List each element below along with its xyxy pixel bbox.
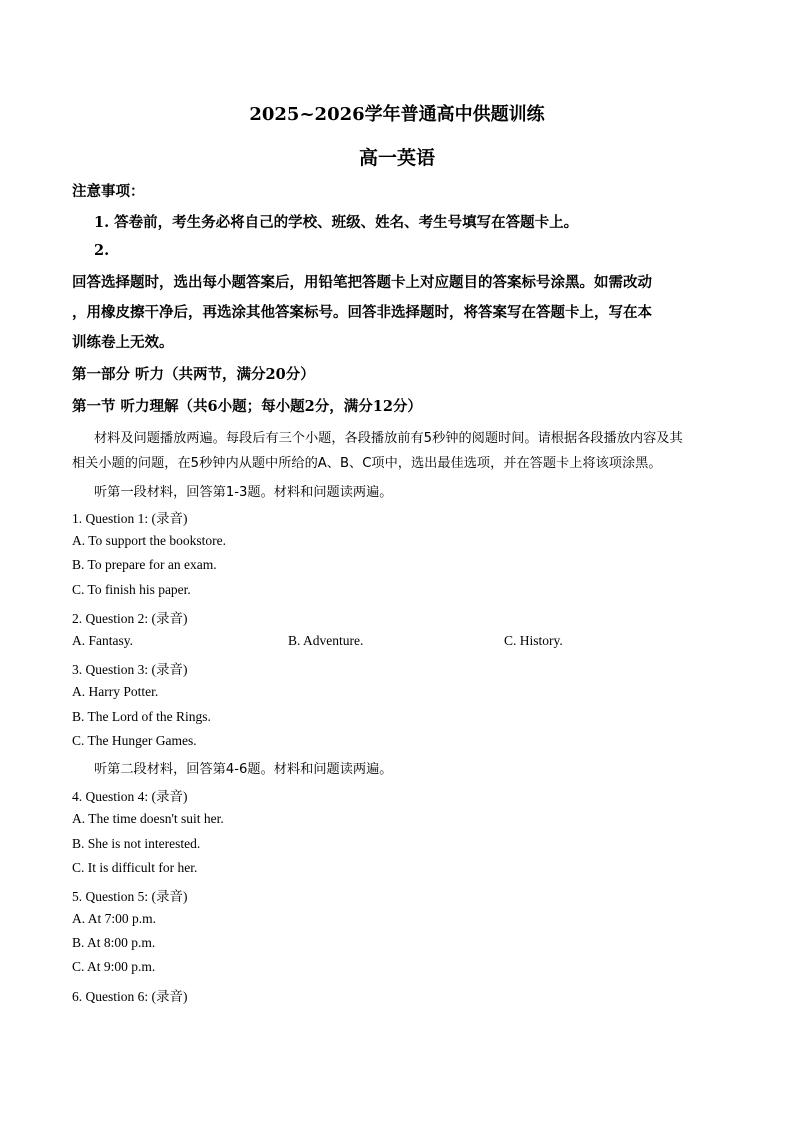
question-2-option-c: C. History. <box>504 633 563 648</box>
notice-item-2-number: 2. <box>94 242 110 259</box>
question-6-stem: 6. Question 6: (录音) <box>72 989 188 1004</box>
notice-item-2-line-3: 训练卷上无效。 <box>72 334 174 351</box>
question-2-stem: 2. Question 2: (录音) <box>72 611 188 626</box>
question-3-stem: 3. Question 3: (录音) <box>72 662 188 677</box>
passage-1-instruction: 听第一段材料，回答第1-3题。材料和问题读两遍。 <box>94 485 393 500</box>
question-4-stem: 4. Question 4: (录音) <box>72 789 188 804</box>
question-3-option-a: A. Harry Potter. <box>72 684 159 699</box>
notice-item-2-line-1: 回答选择题时，选出每小题答案后，用铅笔把答题卡上对应题目的答案标号涂黑。如需改动 <box>72 274 652 291</box>
question-1-option-b: B. To prepare for an exam. <box>72 557 217 572</box>
question-4-option-b: B. She is not interested. <box>72 836 201 851</box>
question-3-option-b: B. The Lord of the Rings. <box>72 709 211 724</box>
question-3-option-c: C. The Hunger Games. <box>72 733 197 748</box>
question-5-option-c: C. At 9:00 p.m. <box>72 959 156 974</box>
notice-item-1: 1. 答卷前，考生务必将自己的学校、班级、姓名、考生号填写在答题卡上。 <box>94 214 579 231</box>
instructions-line-1: 材料及问题播放两遍。每段后有三个小题，各段播放前有5秒钟的阅题时间。请根据各段播放内容及其 <box>94 431 683 446</box>
exam-title: 2025~2026学年普通高中供题训练 <box>249 104 545 125</box>
question-4-option-a: A. The time doesn't suit her. <box>72 811 224 826</box>
part1-heading: 第一部分 听力（共两节，满分20分） <box>72 366 315 383</box>
instructions-line-2: 相关小题的问题，在5秒钟内从题中所给的A、B、C项中，选出最佳选项，并在答题卡上将该项涂黑。 <box>72 456 662 471</box>
notice-item-2-line-2: ，用橡皮擦干净后，再选涂其他答案标号。回答非选择题时，将答案写在答题卡上，写在本 <box>72 304 652 321</box>
question-4-option-c: C. It is difficult for her. <box>72 860 198 875</box>
question-1-stem: 1. Question 1: (录音) <box>72 511 188 526</box>
exam-subject: 高一英语 <box>358 147 435 169</box>
notice-heading: 注意事项： <box>72 183 145 200</box>
section1-heading: 第一节 听力理解（共6小题；每小题2分，满分12分） <box>72 398 422 415</box>
question-1-option-a: A. To support the bookstore. <box>72 533 227 548</box>
question-5-option-a: A. At 7:00 p.m. <box>72 911 157 926</box>
question-2-option-a: A. Fantasy. <box>72 633 133 648</box>
question-5-option-b: B. At 8:00 p.m. <box>72 935 156 950</box>
question-1-option-c: C. To finish his paper. <box>72 582 191 597</box>
question-5-stem: 5. Question 5: (录音) <box>72 889 188 904</box>
question-2-option-b: B. Adventure. <box>288 633 364 648</box>
passage-2-instruction: 听第二段材料，回答第4-6题。材料和问题读两遍。 <box>94 762 393 777</box>
